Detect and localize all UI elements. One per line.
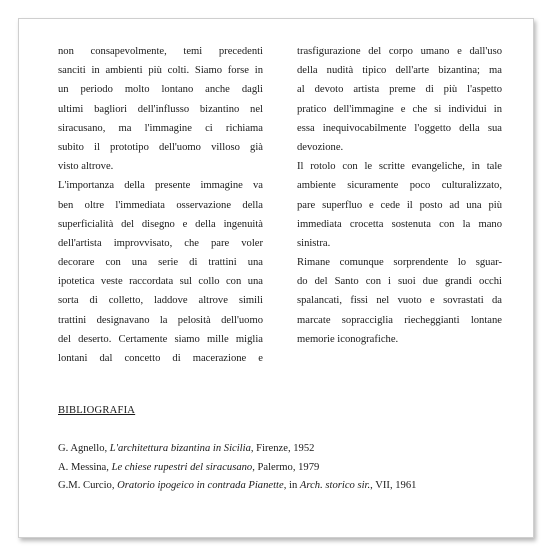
entry-journal: Arch. storico sir. — [299, 480, 371, 492]
text-line: do del Santo con i suoi due grandi occhi — [297, 276, 502, 288]
text-line: della nudità tipico dell'arte bizantina; ma — [297, 65, 502, 77]
entry-details: , in — [283, 480, 300, 492]
text-line: non consapevolmente, temi precedenti — [58, 46, 263, 57]
entry-title: Oratorio ipogeico in contrada Pianette — [117, 480, 284, 492]
entry-author: A. Messina, — [58, 461, 112, 473]
document-page — [18, 18, 534, 538]
text-line: dell'artista improvvisato, che pare voler — [58, 237, 263, 249]
bibliography-section — [58, 405, 498, 496]
bibliography-entry — [58, 459, 498, 478]
text-line: lontani dal concetto di macerazione e — [58, 353, 263, 364]
text-line: decorare con una serie di trattini una — [58, 257, 263, 269]
bibliography-list — [58, 440, 498, 496]
text-line: sanciti in ambienti più colti. Siamo forse in — [58, 65, 263, 77]
text-line: devozione. — [297, 141, 344, 153]
entry-details: , Firenze, 1952 — [250, 443, 315, 454]
text-line: un periodo molto lontano anche dagli — [58, 84, 263, 96]
text-line: trattini designavano la pelosità dell'uomo — [58, 314, 263, 326]
text-line: ambiente sicuramente poco culturalizzato, — [297, 180, 502, 192]
entry-author: G. Agnello, — [58, 443, 110, 454]
text-line: del deserto. Certamente siamo mille miglia — [58, 333, 263, 345]
entry-title: L'architettura bizantina in Sicilia — [109, 443, 251, 454]
text-line: ben oltre l'immediata osservazione della — [58, 199, 263, 211]
text-line: ultimi bagliori dell'influsso bizantino nel — [58, 103, 263, 115]
text-line: spalancati, fissi nel vuoto e sovrastati da — [297, 295, 502, 307]
text-line: Rimane comunque sorprendente lo sguar- — [297, 257, 502, 269]
text-line: pare superfluo e cede il posto ad una più — [297, 199, 502, 211]
text-line: al devoto artista preme di più l'aspetto — [297, 84, 502, 96]
text-line: memorie iconografiche. — [297, 333, 399, 345]
bibliography-entry — [58, 477, 498, 496]
entry-details: , Palermo, 1979 — [252, 461, 320, 473]
text-line: essa inequivocabilmente l'oggetto della sua — [297, 122, 502, 134]
text-line: sorta di colletto, laddove altrove simili — [58, 295, 263, 307]
text-line: subito il prototipo dell'uomo villoso già — [58, 141, 263, 153]
bibliography-entry — [58, 440, 498, 459]
text-line: pratico dell'immagine e che si individui in — [297, 103, 502, 115]
entry-title: Le chiese rupestri del siracusano — [111, 461, 253, 473]
text-line: marcate sopracciglia riecheggianti lontane — [297, 314, 502, 326]
text-line: immediata crocetta sostenuta con la mano — [297, 218, 502, 230]
entry-details-end: , VII, 1961 — [370, 480, 417, 492]
text-line: visto altrove. — [58, 161, 114, 173]
entry-author: G.M. Curcio, — [58, 480, 118, 492]
text-column-left — [58, 42, 263, 368]
text-column-right — [297, 42, 502, 349]
text-line: Il rotolo con le scritte evangeliche, in tale — [297, 161, 502, 173]
text-line: siracusano, ma l'immagine ci richiama — [58, 122, 263, 134]
text-line: superficialità del disegno e della ingenuità — [58, 218, 263, 230]
text-line: ipotetica veste raccordata sul collo con una — [58, 276, 263, 288]
text-line: trasfigurazione del corpo umano e dall'uso — [297, 46, 502, 57]
bibliography-heading: BIBLIOGRAFIA — [58, 405, 136, 416]
text-line: sinistra. — [297, 237, 331, 249]
text-line: L'importanza della presente immagine va — [58, 180, 263, 192]
